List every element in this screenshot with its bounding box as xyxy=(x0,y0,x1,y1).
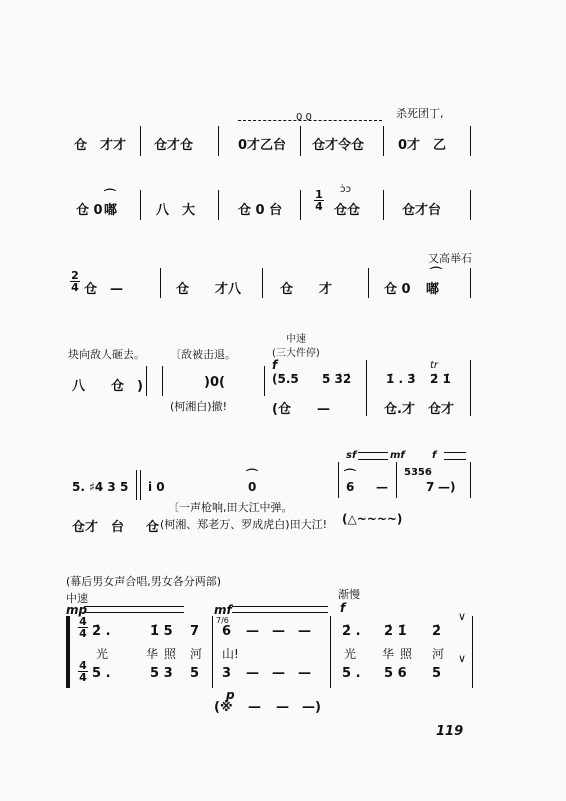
barline xyxy=(383,190,384,220)
dyn-f: f xyxy=(340,601,346,615)
notes-5-b: i 0 xyxy=(148,480,165,494)
barline xyxy=(383,126,384,156)
notes-5-c: 0 xyxy=(248,480,257,494)
ts-top: 1 xyxy=(315,188,323,201)
lyric-5: 光 xyxy=(344,647,357,661)
tie-mark: 0 0 xyxy=(296,112,312,123)
measure-2-4: 仓 0 台 xyxy=(238,203,283,218)
ts-bottom: 4 xyxy=(79,627,87,640)
ts-bottom: 4 xyxy=(71,281,79,294)
measure-3-2: 仓 才八 xyxy=(176,282,242,297)
barline xyxy=(162,366,163,396)
notes-4-d: 2̇ 1̇ xyxy=(430,372,451,386)
notes-5-d: 6 xyxy=(346,480,355,494)
barline xyxy=(218,190,219,220)
chorus-tempo: 中速 xyxy=(66,592,88,605)
notes-5-a: 5. ♯4 3 5 xyxy=(72,480,129,494)
measure-2-5: 仓仓 xyxy=(334,203,361,218)
side-text-1: 杀死团丁, xyxy=(396,107,444,120)
time-signature-2-4 xyxy=(70,270,80,293)
dyn-mf: mf xyxy=(214,603,232,617)
upper-10: 2̇ xyxy=(432,624,442,639)
barline xyxy=(140,470,141,500)
barline xyxy=(140,190,141,220)
barline xyxy=(470,268,471,298)
measure-4-2: )0( xyxy=(204,375,225,390)
ts-top: 2 xyxy=(71,269,79,282)
notes-5-g: 7 xyxy=(426,480,435,494)
fermata-mark: ⌒ xyxy=(104,188,117,202)
time-sig-lower xyxy=(78,660,88,683)
chorus-tempo2: 渐慢 xyxy=(338,588,360,601)
upper-7: — xyxy=(298,624,311,639)
measure-4-4: 仓.才 xyxy=(384,402,415,417)
upper-2: 1̇ 5 xyxy=(150,624,173,639)
barline xyxy=(470,190,471,220)
ts-bottom: 4 xyxy=(315,200,323,213)
lower-3: 5 xyxy=(190,666,200,681)
barline xyxy=(470,360,471,416)
barline xyxy=(262,268,263,298)
measure-1-2: 仓才仓 xyxy=(154,138,194,153)
notes-5-h: —) xyxy=(438,480,456,494)
system-bracket xyxy=(66,616,70,688)
lower-6: — xyxy=(272,666,285,681)
measure-4-3: (仓 — xyxy=(272,402,330,417)
caption-gunshot: 〔一声枪响,田大江中弹。 xyxy=(168,501,293,514)
hairpin xyxy=(358,452,388,460)
upper-5: — xyxy=(246,624,259,639)
ts-bottom: 4 xyxy=(79,671,87,684)
ts-top: 4 xyxy=(79,615,87,628)
lyric-7: 河 xyxy=(432,647,445,661)
fermata-mark: ⌒ xyxy=(246,468,259,482)
lower-5: — xyxy=(246,666,259,681)
speech-1: (柯湘白)撤! xyxy=(170,400,227,413)
lyric-4: 山! xyxy=(222,647,239,661)
bottom-4: —) xyxy=(302,700,321,715)
upper-6: — xyxy=(272,624,285,639)
notes-4-c: 1̇ . 3̇ xyxy=(386,372,416,386)
measure-3-3: 仓 才 xyxy=(280,282,333,297)
lower-2: 5 3 xyxy=(150,666,173,681)
barline xyxy=(470,126,471,156)
measure-1-5: 0才 乙 xyxy=(398,138,447,153)
grace-note: 7/6 xyxy=(216,616,229,625)
measure-5-1: 仓才 台 xyxy=(72,520,125,535)
lyric-1: 光 xyxy=(96,647,109,661)
measure-3-1: 仓 — xyxy=(84,282,124,297)
notes-5-e: — xyxy=(376,480,388,494)
dynamic-sf: sf xyxy=(346,450,357,461)
lower-7: — xyxy=(298,666,311,681)
speech-2: (柯湘、郑老万、罗成虎白)田大江! xyxy=(160,518,327,531)
measure-5-2: 仓 xyxy=(146,520,160,535)
hairpin xyxy=(84,606,184,613)
measure-2-3: 八 大 xyxy=(156,203,196,218)
lower-1: 5 . xyxy=(92,666,111,681)
upper-1: 2̇ . xyxy=(92,624,111,639)
lower-10: 5 xyxy=(432,666,442,681)
barline xyxy=(396,462,397,498)
barline xyxy=(472,616,473,688)
dynamic-f2: f xyxy=(432,450,437,461)
small-notes: ɔ̇ɔ xyxy=(340,184,351,195)
end-mark: (△~~~~) xyxy=(342,512,403,526)
dyn-mp: mp xyxy=(66,603,88,617)
measure-4-5: 仓才 xyxy=(428,402,455,417)
hairpin xyxy=(444,452,466,460)
accent-mark: ∨ xyxy=(458,610,467,623)
upper-3: 7 xyxy=(190,624,200,639)
page-number: 119 xyxy=(436,724,464,739)
barline xyxy=(338,462,339,498)
measure-4-1: 八 仓 ) xyxy=(72,379,143,394)
ts-top: 4 xyxy=(79,659,87,672)
side-text-2: 又高举石 xyxy=(428,252,472,265)
measure-3-4: 仓 0 xyxy=(384,282,411,297)
measure-1-3: 0才乙台 xyxy=(238,138,287,153)
measure-2-1: 仓 0 xyxy=(76,203,103,218)
measure-2-2: 嘟 xyxy=(104,203,118,218)
trill-mark: tr xyxy=(430,360,439,371)
time-sig-upper xyxy=(78,616,88,639)
fermata-mark: ⌒ xyxy=(344,468,357,482)
fermata-mark: ⌒ xyxy=(430,266,443,280)
dynamic-mf: mf xyxy=(390,450,405,461)
barline xyxy=(368,268,369,298)
time-signature-1-4 xyxy=(314,189,324,212)
barline xyxy=(146,366,147,396)
lyric-2: 华照 xyxy=(146,647,183,661)
bottom-3: — xyxy=(276,700,289,715)
barline xyxy=(160,268,161,298)
lower-8: 5 . xyxy=(342,666,361,681)
hairpin xyxy=(232,606,328,613)
notes-4-b: 5 3̇2̇ xyxy=(322,372,352,386)
lower-4: 3 xyxy=(222,666,232,681)
barline xyxy=(136,470,137,500)
barline xyxy=(330,616,331,688)
measure-2-6: 仓才台 xyxy=(402,203,442,218)
left-text-1: 块向敌人砸去。 xyxy=(68,348,145,361)
notes-5-f: 5356 xyxy=(404,467,432,478)
barline xyxy=(212,616,213,688)
tempo-label: 中速 xyxy=(286,334,306,345)
barline xyxy=(470,462,471,498)
lower-9: 5 6 xyxy=(384,666,407,681)
dynamic-f: f xyxy=(272,358,278,372)
barline xyxy=(300,190,301,220)
lyric-3: 河 xyxy=(190,647,203,661)
bottom-1: (※ xyxy=(214,700,233,715)
measure-3-5: 嘟 xyxy=(426,282,440,297)
stage-direction: (幕后男女声合唱,男女各分两部) xyxy=(66,575,222,588)
upper-9: 2̇ 1̇ xyxy=(384,624,407,639)
accent-mark: ∨ xyxy=(458,652,467,665)
lyric-6: 华照 xyxy=(382,647,419,661)
barline xyxy=(300,126,301,156)
bottom-2: — xyxy=(248,700,261,715)
notes-4-a: (5.5 xyxy=(272,372,299,386)
dyn-p: p xyxy=(226,688,235,702)
left-text-2: 〔敌被击退。 xyxy=(170,348,236,361)
measure-1-1: 仓 才才 xyxy=(74,138,127,153)
barline xyxy=(366,360,367,416)
upper-4: 6 xyxy=(222,624,232,639)
barline xyxy=(264,366,265,396)
barline xyxy=(218,126,219,156)
barline xyxy=(140,126,141,156)
measure-1-4: 仓才令仓 xyxy=(312,138,365,153)
upper-8: 2̇ . xyxy=(342,624,361,639)
tempo-note: (三大件停) xyxy=(272,348,320,359)
